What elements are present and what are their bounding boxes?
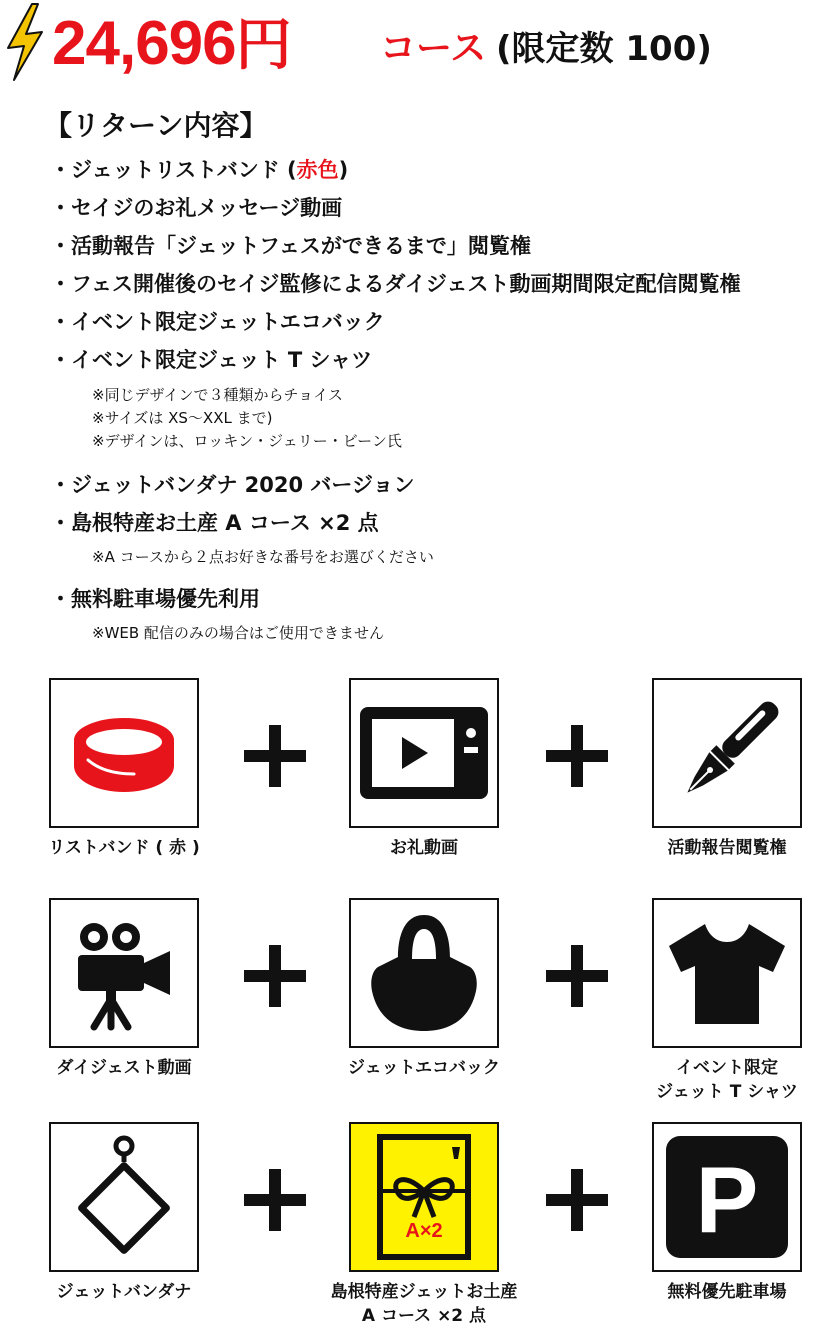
list-item-eco-bag: ・イベント限定ジェットエコバック xyxy=(50,310,385,334)
note-souvenir: ※A コースから２点お好きな番号をお選びください xyxy=(92,548,434,566)
course-label: コース xyxy=(380,28,487,69)
plus-icon xyxy=(240,941,310,1011)
list-item-message-video: ・セイジのお礼メッセージ動画 xyxy=(50,196,343,220)
caption-tshirt-line1: イベント限定 xyxy=(676,1058,778,1078)
caption-souvenir-line2: A コース ×2 点 xyxy=(361,1306,487,1326)
wristband-icon xyxy=(64,708,184,798)
list-item-activity-report: ・活動報告「ジェットフェスができるまで」閲覧権 xyxy=(50,234,531,258)
tshirt-icon-box xyxy=(652,898,802,1048)
price-header xyxy=(0,0,837,90)
caption-message-video: お礼動画 xyxy=(390,838,458,858)
fountain-pen-icon xyxy=(667,693,787,813)
caption-souvenir-line1: 島根特産ジェットお土産 xyxy=(330,1282,518,1302)
list-item-souvenir: ・島根特産お土産 A コース ×2 点 xyxy=(50,511,379,535)
price-amount: 24,696円 xyxy=(52,9,291,78)
tv-video-icon xyxy=(358,705,490,801)
list-item-bandana: ・ジェットバンダナ 2020 バージョン xyxy=(50,473,415,497)
plus-icon xyxy=(240,721,310,791)
plus-icon xyxy=(542,721,612,791)
plus-icon xyxy=(542,941,612,1011)
eco-bag-icon xyxy=(364,911,484,1035)
parking-letter: P xyxy=(695,1147,759,1252)
list-item-wristband: ・ジェットリストバンド (赤色) xyxy=(50,158,349,182)
caption-parking: 無料優先駐車場 xyxy=(667,1282,787,1302)
gift-label: A×2 xyxy=(405,1220,443,1242)
caption-eco-bag: ジェットエコバック xyxy=(348,1058,500,1078)
parking-icon-box xyxy=(652,1122,802,1272)
bag-icon-box xyxy=(349,898,499,1048)
souvenir-icon-box xyxy=(349,1122,499,1272)
limit-label: (限定数 100) xyxy=(496,29,712,69)
list-item-digest-video: ・フェス開催後のセイジ監修によるダイジェスト動画期間限定配信閲覧権 xyxy=(50,272,741,296)
parking-icon xyxy=(664,1134,790,1260)
video-icon-box xyxy=(349,678,499,828)
lightning-icon xyxy=(2,2,46,82)
note-tshirt-design: ※同じデザインで３種類からチョイス xyxy=(92,386,343,404)
note-tshirt-designer: ※デザインは、ロッキン・ジェリー・ビーン氏 xyxy=(92,432,402,450)
list-item-parking: ・無料駐車場優先利用 xyxy=(50,587,260,611)
caption-digest-video: ダイジェスト動画 xyxy=(56,1058,192,1078)
caption-activity-report: 活動報告閲覧権 xyxy=(667,838,787,858)
note-parking: ※WEB 配信のみの場合はご使用できません xyxy=(92,624,384,642)
bandana-icon-box xyxy=(49,1122,199,1272)
wristband-icon-box xyxy=(49,678,199,828)
bandana-icon xyxy=(64,1132,184,1262)
plus-icon xyxy=(240,1165,310,1235)
list-item-tshirt: ・イベント限定ジェット T シャツ xyxy=(50,348,373,372)
camera-icon-box xyxy=(49,898,199,1048)
plus-icon xyxy=(542,1165,612,1235)
pen-icon-box xyxy=(652,678,802,828)
gift-box-icon xyxy=(364,1133,484,1261)
tshirt-icon xyxy=(665,918,789,1028)
caption-bandana: ジェットバンダナ xyxy=(56,1282,192,1302)
note-tshirt-size: ※サイズは XS〜XXL まで) xyxy=(92,409,273,427)
caption-wristband: リストバンド ( 赤 ) xyxy=(48,838,200,858)
caption-tshirt-line2: ジェット T シャツ xyxy=(656,1082,798,1102)
movie-camera-icon xyxy=(64,913,184,1033)
section-heading: 【リターン内容】 xyxy=(44,109,268,142)
